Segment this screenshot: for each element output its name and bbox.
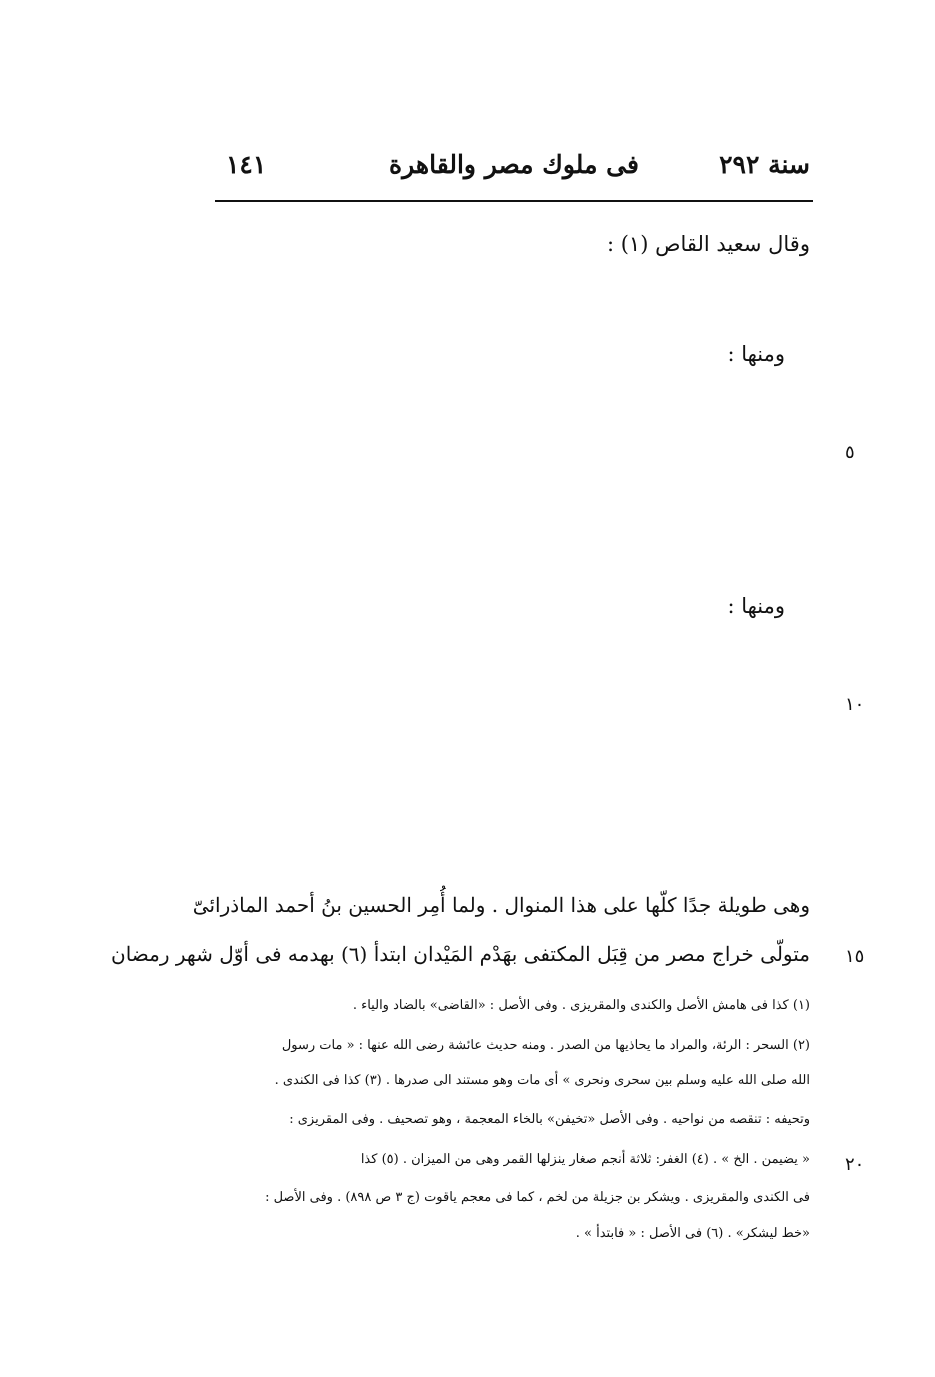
footnote-line: الله صلى الله عليه وسلم بين سحرى ونحرى » أى مات وهو مستند الى صدرها . (٣) كذا فى الكندى . [274,1073,810,1088]
footnote-line: « يضيمن . الخ » . (٤) الغفر: ثلاثة أنجم صغار ينزلها القمر وهى من الميزان . (٥) كذا [360,1152,810,1167]
prose-line: وهى طويلة جدًا كلّها على هذا المنوال . ولما أُمِر الحسين بنُ أحمد الماذرائىّ [192,893,810,917]
poem-intro: وقال سعيد القاص (١) : [606,232,810,256]
footnote-line: (٢) السحر : الرئة، والمراد ما يحاذيها من الصدر . ومنه حديث عائشة رضى الله عنها : « مات رسول [281,1038,810,1053]
header-rule [215,200,813,202]
line-number: ٥ [845,442,855,463]
section-label-minha: ومنها : [727,342,785,366]
footnote-line: فى الكندى والمقريزى . ويشكر بن جزيلة من لخم ، كما فى معجم ياقوت (ج ٣ ص ٨٩٨) . وفى الأصل : [265,1190,810,1205]
prose-line: متولّى خراج مصر من قِبَل المكتفى بهَدْم المَيْدان ابتدأ (٦) بهدمه فى أوّل شهر رمضان [111,942,810,966]
page-number: ١٤١ [226,150,267,179]
section-label-minha: ومنها : [727,594,785,618]
footnote-line: (١) كذا فى هامش الأصل والكندى والمقريزى . وفى الأصل : «القاضى» بالضاد والياء . [352,998,810,1013]
running-header [218,150,810,190]
footnote-line: «خط ليشكر» . (٦) فى الأصل : « فابتدأ » . [575,1226,810,1241]
footnote-line: وتحيفه : تنقصه من نواحيه . وفى الأصل «تخيفن» بالخاء المعجمة ، وهو تصحيف . وفى المقريزى : [289,1112,810,1127]
line-number: ٢٠ [845,1154,865,1175]
line-number: ١٠ [845,694,865,715]
header-title: فى ملوك مصر والقاهرة [389,150,639,179]
line-number: ١٥ [845,946,865,967]
header-year: سنة ٢٩٢ [719,150,810,179]
